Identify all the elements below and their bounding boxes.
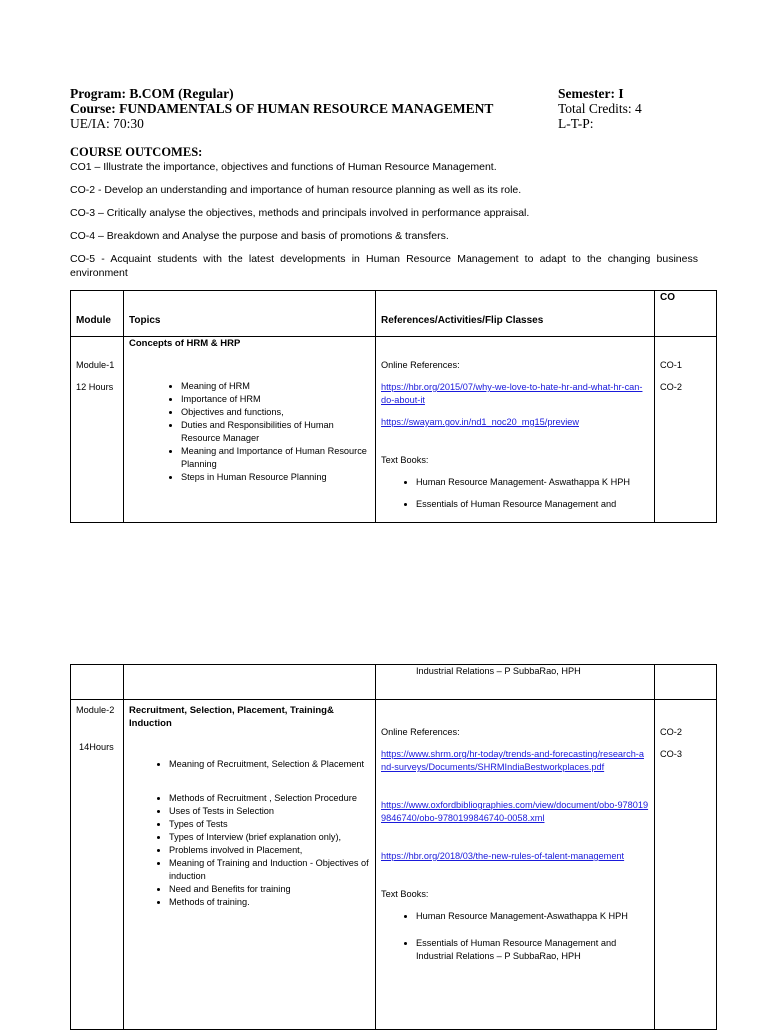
references-cell	[376, 700, 655, 1030]
module-cell	[71, 337, 124, 523]
list-item: • Types of Interview (brief explanation only),	[169, 831, 370, 844]
list-item: • Human Resource Management-Aswathappa K HPH	[416, 910, 649, 923]
module-hours: 14Hours	[79, 742, 114, 752]
topics-cell	[124, 337, 376, 523]
header-co: CO	[655, 291, 717, 337]
online-references-label: Online References:	[381, 360, 460, 370]
semester-line: Semester: I	[558, 86, 624, 101]
outcome-item: CO-3 – Critically analyse the objectives, methods and principals involved in performance appraisal.	[70, 207, 530, 219]
empty-cell	[655, 665, 717, 700]
ltp-line: L-T-P:	[558, 116, 594, 131]
co-cell	[655, 700, 717, 1030]
reference-link[interactable]: https://www.shrm.org/hr-today/trends-and-forecasting/research-and-surveys/Documents/SHRMIndiaBestworkplaces.pdf	[381, 749, 644, 772]
module-hours: 12 Hours	[76, 382, 114, 392]
outcome-item: CO1 – Illustrate the importance, objectives and functions of Human Resource Management.	[70, 161, 497, 173]
topic-list	[129, 380, 370, 484]
textbook-list	[381, 910, 649, 963]
list-item: • Problems involved in Placement,	[169, 844, 370, 857]
module-table-2	[70, 664, 717, 1030]
outcome-item: CO-2 - Develop an understanding and importance of human resource planning as well as its role.	[70, 184, 522, 196]
module-table-1	[70, 290, 717, 523]
topic-list	[129, 792, 370, 909]
co-cell	[655, 337, 717, 523]
reference-link[interactable]: https://hbr.org/2018/03/the-new-rules-of-talent-management	[381, 851, 625, 861]
topic-list	[129, 758, 370, 771]
header-module: Module	[71, 291, 124, 337]
list-item: • Methods of Recruitment , Selection Procedure	[169, 792, 370, 805]
list-item: • Essentials of Human Resource Management and Industrial Relations – P SubbaRao, HPH	[416, 937, 649, 963]
co-value: CO-2	[660, 727, 682, 737]
references-cell	[376, 337, 655, 523]
module-name: Module-2	[76, 705, 115, 715]
list-item: • Types of Tests	[169, 818, 370, 831]
course-outcomes-list	[70, 160, 698, 289]
text-books-label: Text Books:	[381, 455, 429, 465]
course-outcomes-title: COURSE OUTCOMES:	[70, 145, 203, 159]
continuation-text: Industrial Relations – P SubbaRao, HPH	[416, 666, 581, 676]
list-item: • Essentials of Human Resource Management and	[416, 498, 649, 511]
module-name: Module-1	[76, 360, 115, 370]
textbook-list	[381, 476, 649, 511]
empty-cell	[124, 665, 376, 700]
list-item: • Meaning of Recruitment, Selection & Placement	[169, 758, 370, 771]
topic-title: Recruitment, Selection, Placement, Training& Induction	[129, 705, 334, 729]
document-header	[70, 86, 700, 131]
program-line: Program: B.COM (Regular)	[70, 86, 234, 101]
list-item: • Methods of training.	[169, 896, 370, 909]
outcome-item: CO-4 – Breakdown and Analyse the purpose and basis of promotions & transfers.	[70, 230, 449, 242]
list-item: • Steps in Human Resource Planning	[181, 471, 370, 484]
header-topics: Topics	[124, 291, 376, 337]
online-references-label: Online References:	[381, 727, 460, 737]
list-item: • Meaning of HRM	[181, 380, 370, 393]
credits-line: Total Credits: 4	[558, 101, 642, 116]
list-item: • Human Resource Management- Aswathappa K HPH	[416, 476, 649, 489]
header-references: References/Activities/Flip Classes	[376, 291, 655, 337]
co-value: CO-1	[660, 360, 682, 370]
course-line: Course: FUNDAMENTALS OF HUMAN RESOURCE MANAGEMENT	[70, 101, 494, 116]
list-item: • Meaning and Importance of Human Resource Planning	[181, 445, 370, 471]
ueia-line: UE/IA: 70:30	[70, 116, 144, 131]
reference-link[interactable]: https://hbr.org/2015/07/why-we-love-to-hate-hr-and-what-hr-can-do-about-it	[381, 382, 643, 405]
list-item: • Importance of HRM	[181, 393, 370, 406]
topics-cell	[124, 700, 376, 1030]
list-item: • Duties and Responsibilities of Human Resource Manager	[181, 419, 370, 445]
list-item: • Objectives and functions,	[181, 406, 370, 419]
empty-cell	[71, 665, 124, 700]
list-item: • Meaning of Training and Induction - Objectives of induction	[169, 857, 370, 883]
continuation-cell	[376, 665, 655, 700]
list-item: • Uses of Tests in Selection	[169, 805, 370, 818]
text-books-label: Text Books:	[381, 889, 429, 899]
topic-title: Concepts of HRM & HRP	[129, 338, 241, 349]
co-value: CO-3	[660, 749, 682, 759]
reference-link[interactable]: https://www.oxfordbibliographies.com/view/document/obo-9780199846740/obo-9780199846740-0058.xml	[381, 800, 649, 823]
module-cell	[71, 700, 124, 1030]
outcome-item: CO-5 - Acquaint students with the latest developments in Human Resource Management to adapt to the changing business environment	[70, 253, 698, 279]
co-value: CO-2	[660, 382, 682, 392]
list-item: • Need and Benefits for training	[169, 883, 370, 896]
reference-link[interactable]: https://swayam.gov.in/nd1_noc20_mg15/preview	[381, 417, 579, 427]
